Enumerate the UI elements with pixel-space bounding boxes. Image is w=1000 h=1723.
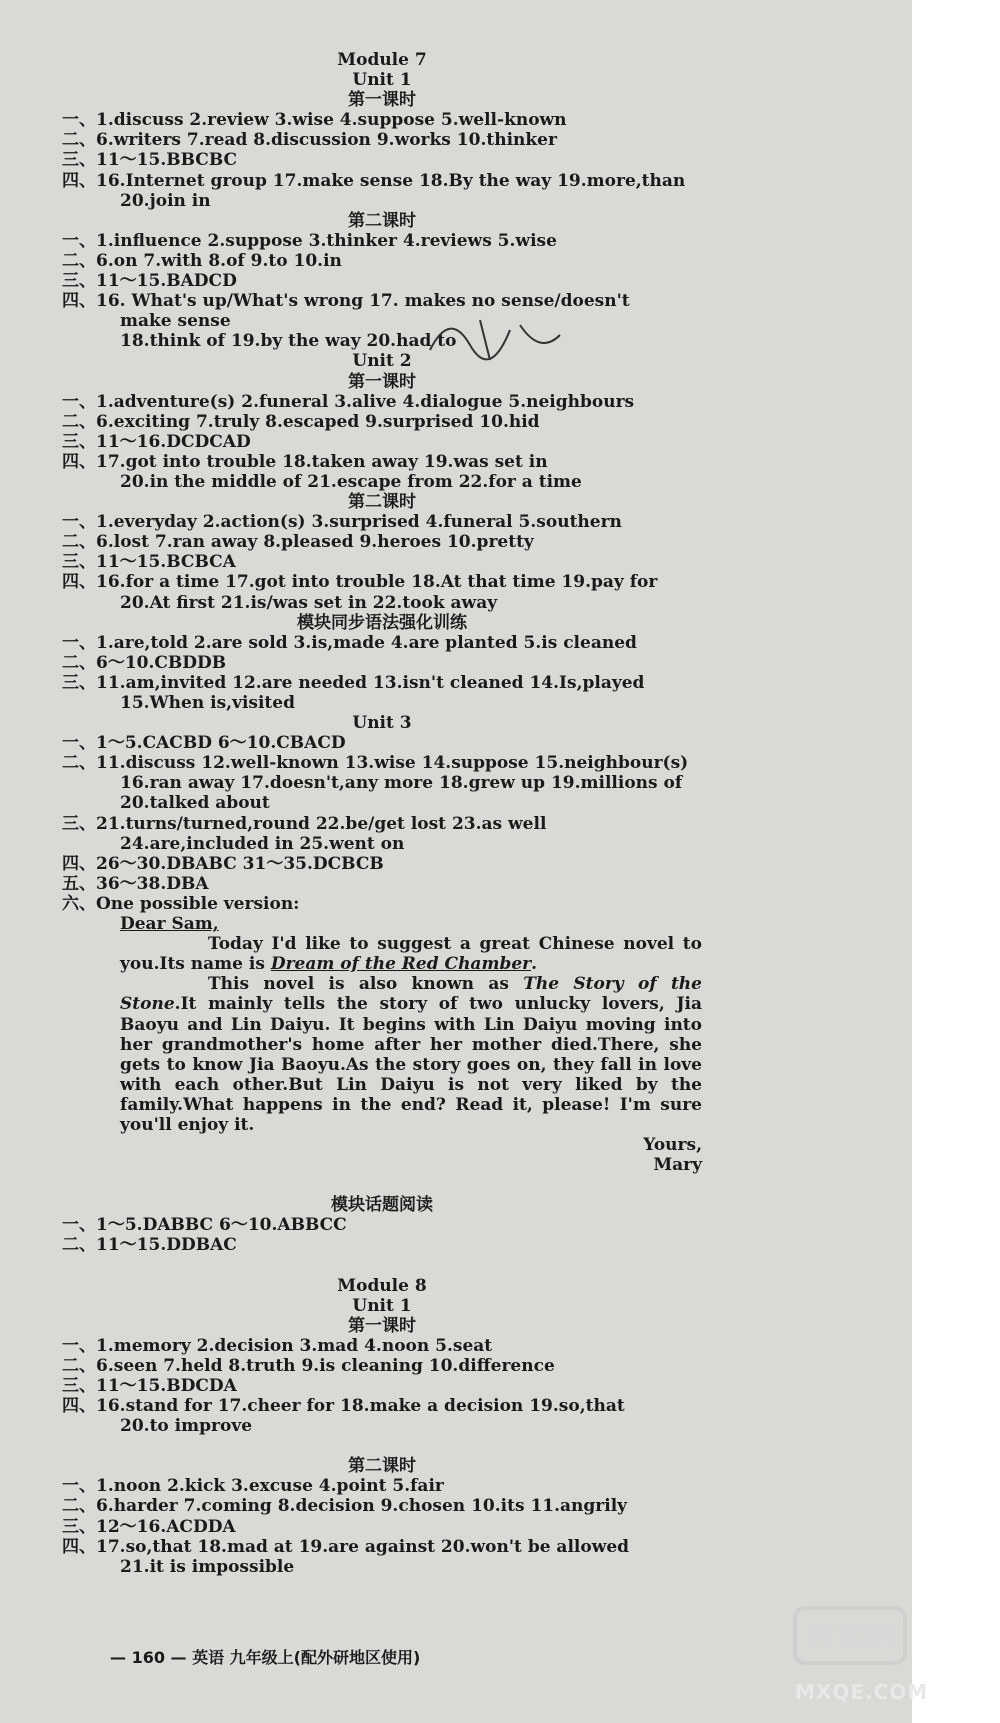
answer-line: Dear Sam, (120, 914, 219, 935)
answer-line: 二、6.writers 7.read 8.discussion 9.works 10.thinker (62, 130, 557, 151)
spacer (62, 1256, 702, 1276)
answer-line: 五、36～38.DBA (62, 873, 209, 894)
letter-text: Today I'd like to suggest a great Chinese novel to you.Its name is (120, 934, 702, 975)
answer-content (62, 50, 702, 1577)
novel-title: Dream of the Red Chamber (270, 954, 532, 975)
answer-line: 第一课时 (348, 371, 416, 392)
answer-line: 二、6.lost 7.ran away 8.pleased 9.heroes 10.pretty (62, 532, 534, 553)
answer-line: 20.join in (120, 190, 211, 211)
answer-line: 15.When is,visited (120, 693, 295, 713)
handwritten-scribble-icon (420, 300, 580, 380)
answer-line: 四、17.got into trouble 18.taken away 19.was set in (62, 451, 548, 472)
answer-line: 第一课时 (348, 90, 416, 111)
letter-closing: Yours, (643, 1135, 702, 1156)
answer-line: Unit 1 (352, 1295, 412, 1316)
answer-line: 三、21.turns/turned,round 22.be/get lost 23.as well (62, 813, 547, 834)
answer-line: 一、1.are,told 2.are sold 3.is,made 4.are planted 5.is cleaned (62, 632, 637, 653)
answer-line: 20.talked about (120, 793, 270, 814)
answer-line: 一、1.noon 2.kick 3.excuse 4.point 5.fair (62, 1476, 444, 1497)
answer-line: 20.in the middle of 21.escape from 22.for a time (120, 471, 582, 492)
answer-line: 四、17.so,that 18.mad at 19.are against 20.won't be allowed (62, 1536, 630, 1557)
answer-line: 一、1.influence 2.suppose 3.thinker 4.reviews 5.wise (62, 230, 557, 251)
answer-line: 四、26～30.DBABC 31～35.DCBCB (62, 853, 384, 874)
answer-line: Module 8 (337, 1275, 427, 1296)
answer-line: 模块同步语法强化训练 (297, 612, 467, 633)
answer-line: 二、6.exciting 7.truly 8.escaped 9.surprised 10.hid (62, 411, 540, 432)
answer-line: Unit 3 (352, 713, 412, 734)
letter-signature: Mary (653, 1155, 702, 1176)
answer-line: 第一课时 (348, 1315, 416, 1336)
answer-line: 模块话题阅读 (331, 1195, 433, 1216)
letter-paragraph-1 (120, 934, 702, 974)
answer-line: 一、1.adventure(s) 2.funeral 3.alive 4.dialogue 5.neighbours (62, 391, 635, 412)
answer-line: 六、One possible version: (62, 893, 300, 914)
answer-line: 二、6～10.CBDDB (62, 652, 227, 673)
answer-line: Unit 1 (352, 70, 412, 91)
page-footer: — 160 — 英语 九年级上(配外研地区使用) (110, 1648, 421, 1667)
answer-line: 一、1.everyday 2.action(s) 3.surprised 4.funeral 5.southern (62, 512, 622, 533)
answer-line: 第二课时 (348, 210, 416, 231)
answer-line: 四、16. What's up/What's wrong 17. makes no sense/doesn't (62, 291, 630, 312)
answer-line: 三、11～15.BBCBC (62, 150, 238, 171)
watermark-logo-text: 答案圈 (805, 1621, 895, 1656)
answer-line: 一、1.memory 2.decision 3.mad 4.noon 5.seat (62, 1335, 493, 1356)
answer-line: 四、16.Internet group 17.make sense 18.By the way 19.more,than (62, 170, 686, 191)
answer-line: 二、11.discuss 12.well-known 13.wise 14.suppose 15.neighbour(s) (62, 753, 689, 774)
answer-line: 一、1～5.DABBC 6～10.ABBCC (62, 1215, 347, 1236)
answer-line: make sense (120, 311, 231, 332)
sample-letter (62, 934, 702, 1175)
letter-text: .It mainly tells the story of two unlucky lovers, Jia Baoyu and Lin Daiyu. It begins with Lin Daiyu moving into her grandmother's home after her mother died.There, she gets to know Jia Baoyu.As the story goes on, they fall in love with each other.But Lin Daiyu is not very liked by the family.What happens in the end? Read it, please! I'm sure you'll enjoy it. (120, 994, 702, 1135)
answer-line: 16.ran away 17.doesn't,any more 18.grew up 19.millions of (120, 773, 683, 794)
answer-line: 三、12～16.ACDDA (62, 1516, 236, 1537)
letter-text: This novel is also known as (208, 974, 524, 995)
answer-line: 二、6.seen 7.held 8.truth 9.is cleaning 10.difference (62, 1355, 555, 1376)
answer-line: 20.to improve (120, 1416, 253, 1437)
answer-line: 二、11～15.DDBAC (62, 1235, 237, 1256)
watermark-logo-icon (790, 1598, 910, 1678)
answer-line: 三、11～15.BCBCA (62, 552, 236, 573)
watermark-url: MXQE.COM (795, 1680, 929, 1704)
answer-line: 四、16.stand for 17.cheer for 18.make a decision 19.so,that (62, 1396, 625, 1417)
answer-line: 第二课时 (348, 1456, 416, 1477)
spacer (62, 1175, 702, 1195)
answer-line: 第二课时 (348, 492, 416, 513)
answers-part-1 (62, 50, 702, 934)
answer-line: 三、11～15.BADCD (62, 271, 237, 292)
novel-alt-title: The Story of the Stone (120, 974, 702, 1015)
answer-line: 21.it is impossible (120, 1556, 295, 1577)
answers-part-2 (62, 1175, 702, 1577)
answer-line: 三、11～16.DCDCAD (62, 431, 251, 452)
answer-line: 24.are,included in 25.went on (120, 833, 405, 854)
answer-line: 四、16.for a time 17.got into trouble 18.At that time 19.pay for (62, 572, 658, 593)
answer-line: 三、11～15.BDCDA (62, 1376, 237, 1396)
spacer (62, 1436, 702, 1456)
answer-line: Module 7 (337, 50, 427, 70)
answer-line: 一、1.discuss 2.review 3.wise 4.suppose 5.well-known (62, 110, 567, 131)
letter-paragraph-2 (120, 974, 702, 1135)
letter-text: . (531, 954, 538, 975)
answer-line: 一、1～5.CACBD 6～10.CBACD (62, 733, 346, 754)
answer-line: 20.At first 21.is/was set in 22.took away (120, 592, 498, 613)
answer-line: Unit 2 (352, 351, 412, 372)
answer-line: 二、6.on 7.with 8.of 9.to 10.in (62, 250, 342, 271)
answer-line: 18.think of 19.by the way 20.had to (120, 331, 457, 352)
answer-line: 二、6.harder 7.coming 8.decision 9.chosen 10.its 11.angrily (62, 1496, 628, 1517)
answer-line: 三、11.am,invited 12.are needed 13.isn't cleaned 14.Is,played (62, 672, 645, 693)
